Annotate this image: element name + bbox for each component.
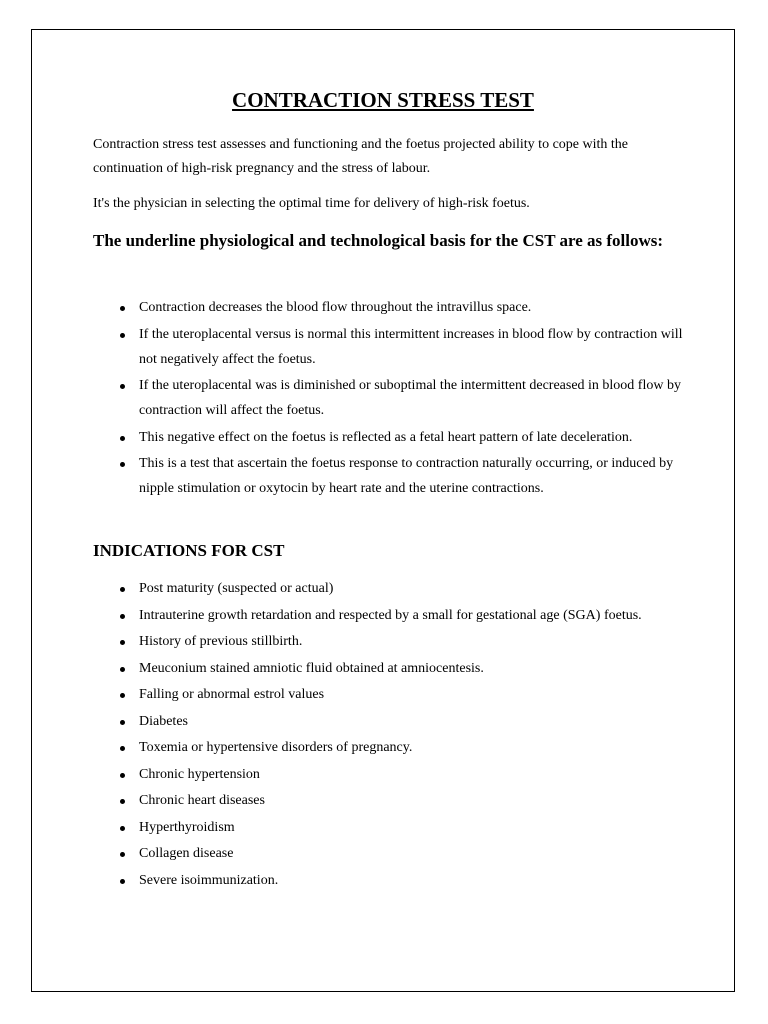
basis-list: [93, 295, 693, 503]
list-item: [93, 322, 693, 372]
bullet-icon: [120, 693, 125, 698]
bullet-icon: [120, 667, 125, 672]
list-item-text: Chronic hypertension: [139, 766, 260, 782]
list-item-text: Post maturity (suspected or actual): [139, 581, 334, 596]
indications-heading: INDICATIONS FOR CST: [93, 541, 285, 560]
intro-paragraph: It's the physician in selecting the optimal time for delivery of high-risk foetus.: [93, 196, 530, 211]
bullet-icon: [120, 826, 125, 831]
basis-heading: The underline physiological and technological basis for the CST are as follows:: [93, 231, 664, 250]
list-item: [93, 709, 693, 734]
bullet-icon: [120, 799, 125, 804]
list-item-text: Contraction decreases the blood flow throughout the intravillus space.: [139, 300, 532, 315]
list-item-text: This is a test that ascertain the foetus response to contraction naturally occurring, or induced by nipple stimulation or oxytocin by heart rate and the uterine contractions.: [139, 456, 674, 496]
indications-list: [93, 576, 693, 894]
bullet-icon: [120, 306, 125, 311]
list-item-text: Falling or abnormal estrol values: [139, 687, 325, 702]
intro-paragraph: Contraction stress test assesses and functioning and the foetus projected ability to cope with the continuation of high-risk pregnancy and the stress of labour.: [93, 137, 628, 176]
list-item: [93, 682, 693, 707]
list-item: [93, 841, 693, 866]
list-item: [93, 576, 693, 601]
list-item: [93, 373, 693, 423]
page-frame: [31, 29, 735, 992]
bullet-icon: [120, 879, 125, 884]
bullet-icon: [120, 333, 125, 338]
list-item-text: History of previous stillbirth.: [139, 634, 303, 649]
bullet-icon: [120, 746, 125, 751]
list-item-text: This negative effect on the foetus is reflected as a fetal heart pattern of late deceleration.: [139, 429, 633, 445]
list-item-text: If the uteroplacental versus is normal this intermittent increases in blood flow by contraction will not negatively affect the foetus.: [139, 326, 683, 367]
bullet-icon: [120, 640, 125, 645]
list-item: [93, 762, 693, 787]
bullet-icon: [120, 384, 125, 389]
bullet-icon: [120, 587, 125, 592]
list-item: [93, 815, 693, 840]
list-item: [93, 868, 693, 893]
list-item-text: Diabetes: [139, 713, 188, 729]
list-item: [93, 425, 693, 450]
list-item-text: Chronic heart diseases: [139, 793, 265, 808]
list-item: [93, 735, 693, 760]
document-title: CONTRACTION STRESS TEST: [232, 88, 534, 112]
bullet-icon: [120, 720, 125, 725]
list-item-text: Meuconium stained amniotic fluid obtained at amniocentesis.: [139, 660, 484, 676]
bullet-icon: [120, 852, 125, 857]
bullet-icon: [120, 462, 125, 467]
list-item-text: If the uteroplacental was is diminished or suboptimal the intermittent decreased in blood flow by contraction will affect the foetus.: [139, 378, 681, 418]
list-item: [93, 295, 693, 320]
bullet-icon: [120, 773, 125, 778]
list-item: [93, 629, 693, 654]
bullet-icon: [120, 614, 125, 619]
list-item-text: Hyperthyroidism: [139, 819, 235, 835]
list-item-text: Severe isoimmunization.: [139, 872, 279, 888]
bullet-icon: [120, 436, 125, 441]
list-item: [93, 603, 693, 628]
list-item-text: Intrauterine growth retardation and respected by a small for gestational age (SGA) foetus.: [139, 607, 642, 623]
list-item: [93, 451, 693, 501]
list-item: [93, 656, 693, 681]
list-item-text: Toxemia or hypertensive disorders of pregnancy.: [139, 740, 413, 755]
list-item-text: Collagen disease: [139, 846, 234, 861]
list-item: [93, 788, 693, 813]
